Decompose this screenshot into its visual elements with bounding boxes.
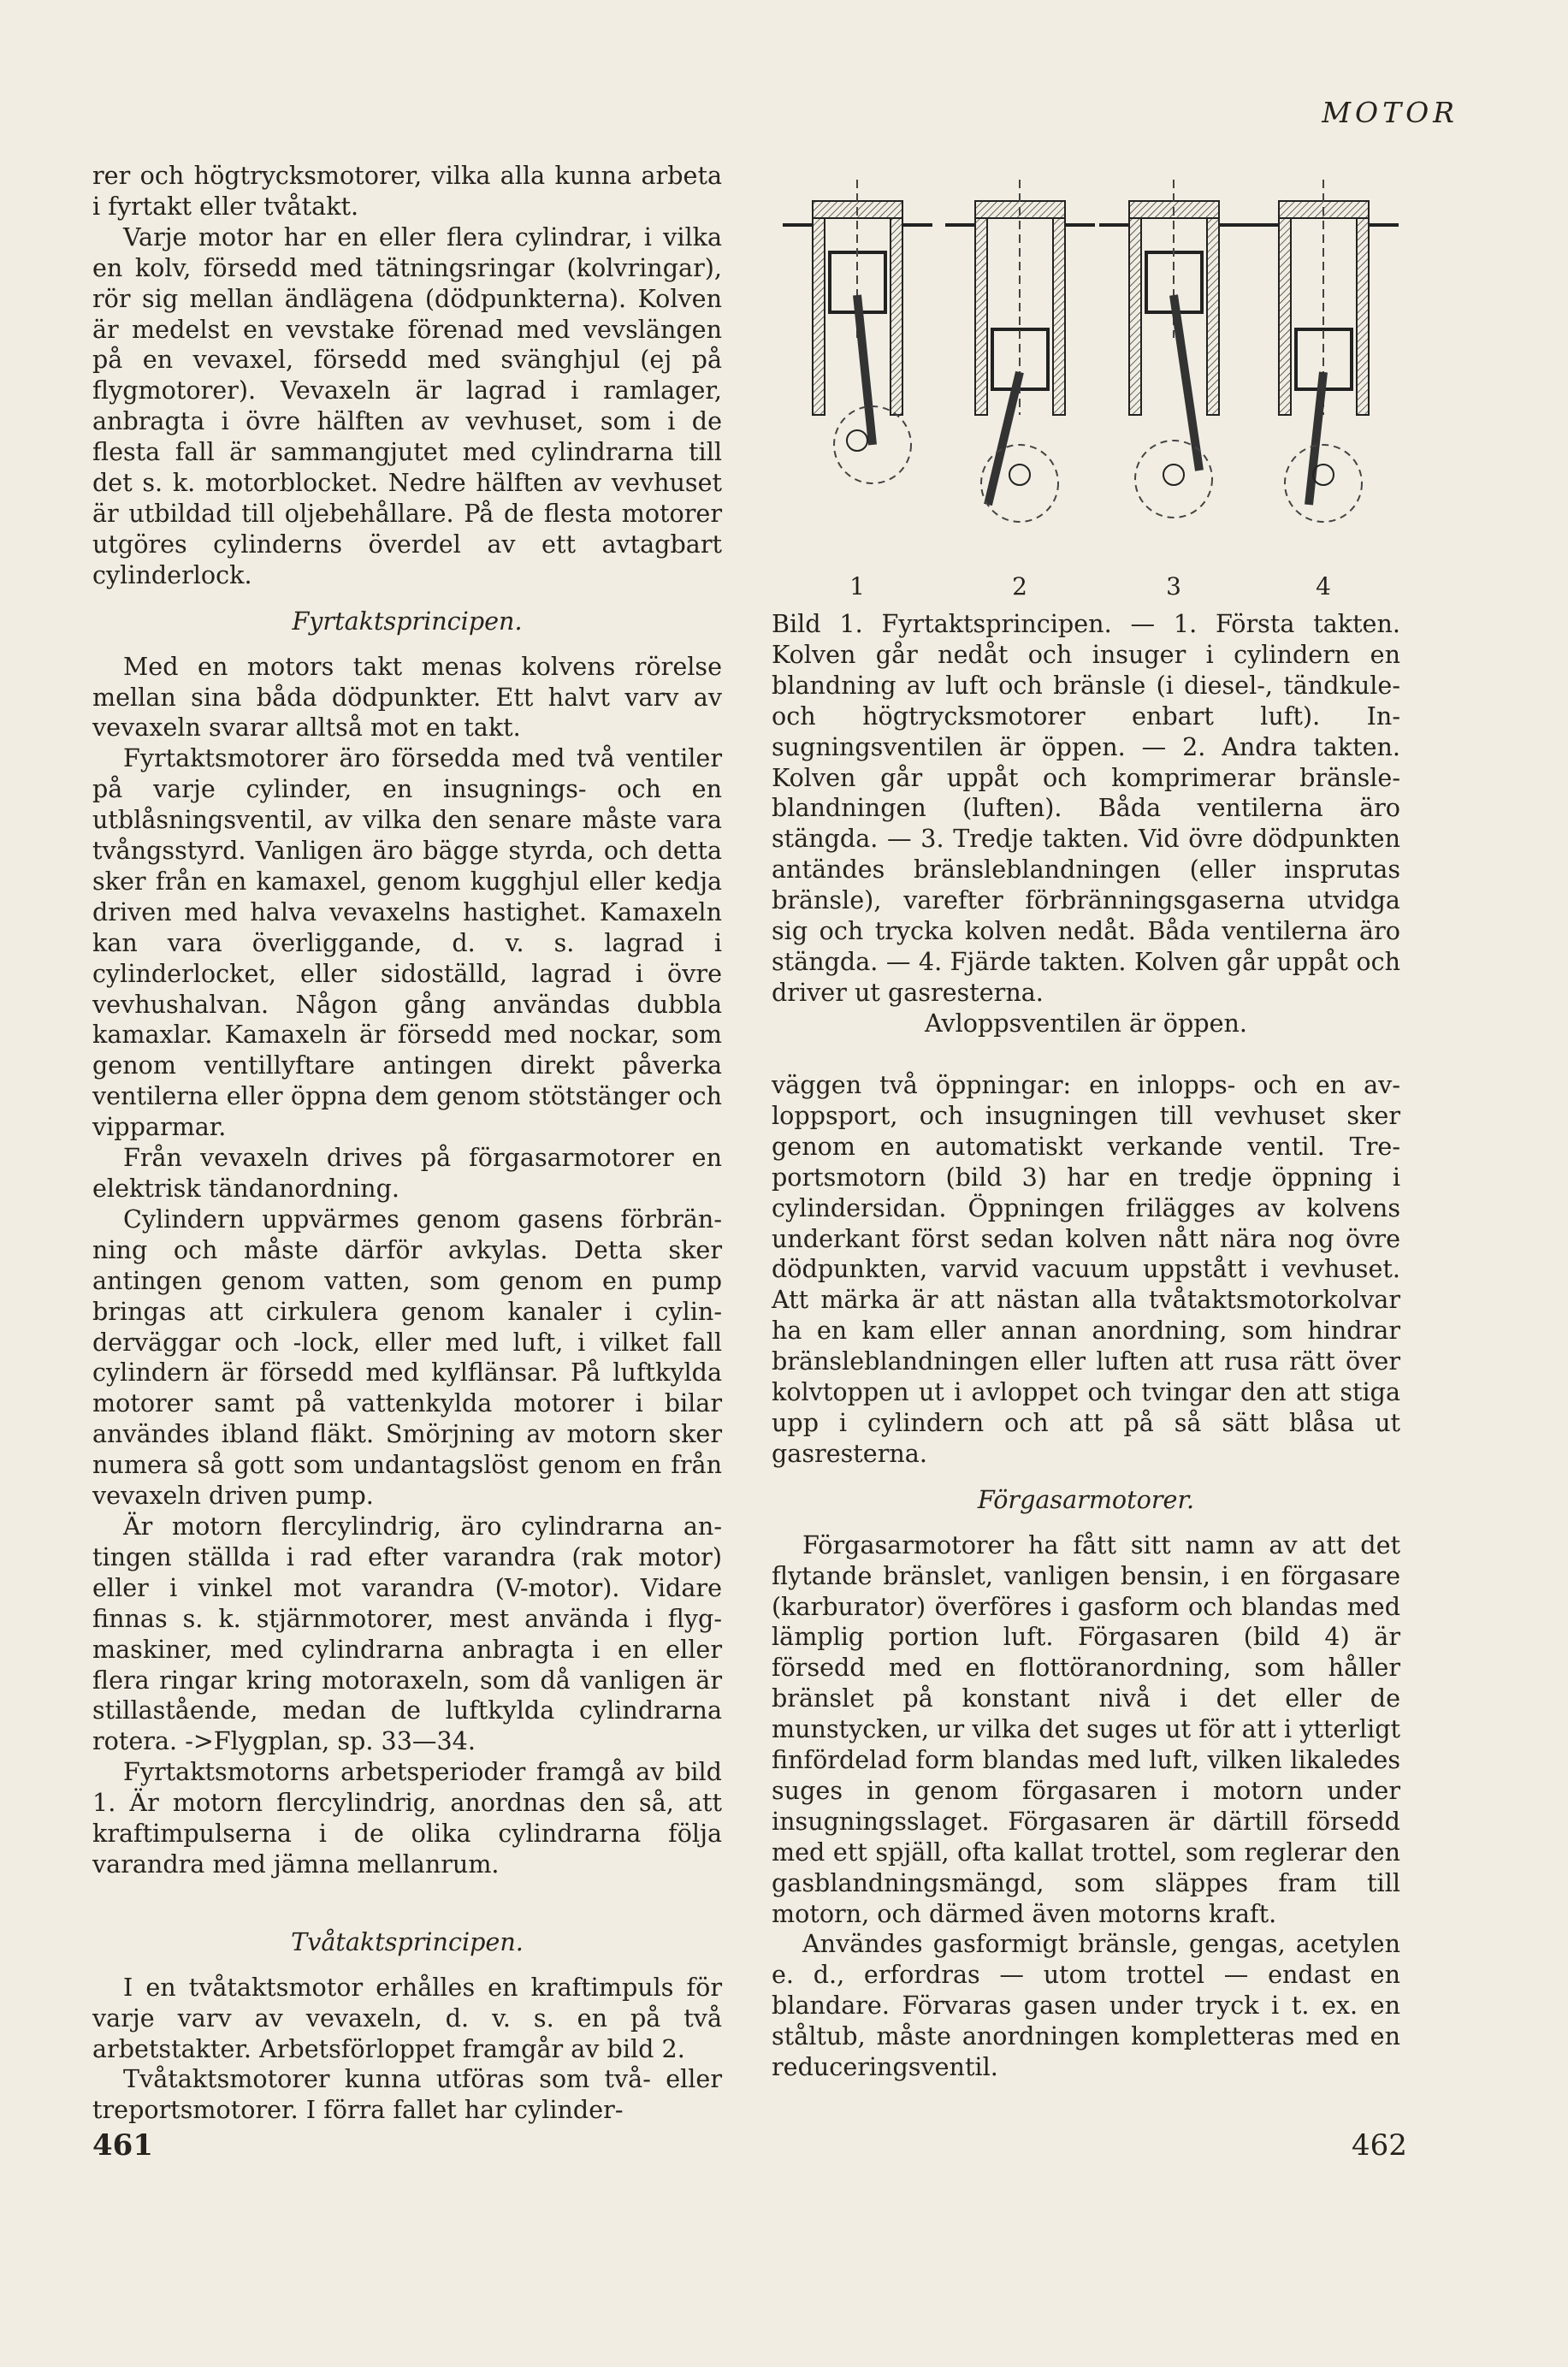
figure-caption <box>772 609 1400 1039</box>
left-column <box>92 161 722 2126</box>
section-heading: Förgasarmotorer. <box>977 1484 1195 1514</box>
paragraph: I en tvåtaktsmotor erhålles en kraftimpuls för varje varv av vevaxeln, d. v. s. en på två arbetstakter. Arbetsförloppet framgår av bild 2. <box>92 1972 722 2063</box>
engine-diagram <box>778 158 1411 620</box>
figure-label-2: 2 <box>1012 572 1027 601</box>
four-stroke-figure <box>778 158 1411 620</box>
cylinder-1-diagram <box>783 180 932 483</box>
paragraph: Fyrtaktsmotorns arbetsperioder framgå av bild 1. Är motorn flercylindrig, anordnas den så, att kraftimpulserna i de olika cylindrarna följa varandra med jämna mellanrum. <box>92 1757 722 1879</box>
paragraph: Från vevaxeln drives på förgasarmotorer en elektrisk tändanordning. <box>92 1143 722 1203</box>
paragraph: Förgasarmotorer ha fått sitt namn av att det flytande bränslet, vanligen bensin, i en förgasare (karburator) överföres i gasform och blandas med lämplig portion luft. Förgasaren (bild 4) är försedd med en flottöranordning, som håller bränslet på konstant nivå i det eller de munstycken, ur vilka det suges ut för att i ytterligt finfördelad form blandas med luft, vilken likaledes suges in genom förgasaren i motorn under insugningsslaget. Förgasaren är därtill försedd med ett spjäll, ofta kallat trottel, som reglerar den gasblandningsmängd, som släppes fram till motorn, och därmed även motorns kraft. <box>772 1530 1400 1928</box>
figure-label-4: 4 <box>1316 572 1331 601</box>
caption-text: Bild 1. Fyrtaktsprincipen. — 1. Första takten. Kolven går nedåt och insuger i cylindern en blandning av luft och bränsle (i diesel-, tändkule- och högtrycksmotorer enbart luft). Insugningsventilen är öppen. — 2. Andra takten. Kolven går uppåt och komprimerar bränsleblandningen (luften). Båda ventilerna äro stängda. — 3. Tredje takten. Vid övre dödpunkten antändes bränsleblandningen (eller insprutas bränsle), varefter förbränningsgaserna utvidga sig och trycka kolven nedåt. Båda ventilerna äro stängda. — 4. Fjärde takten. Kolven går uppåt och driver ut gasresterna. <box>772 609 1400 1007</box>
cylinder-2-diagram <box>945 180 1095 522</box>
right-column <box>772 1070 1400 2083</box>
paragraph: väggen två öppningar: en inlopps- och en avloppsport, och insugningen till vevhuset sker genom en automatiskt verkande ventil. Treportsmotorn (bild 3) har en tredje öppning i cylindersidan. Öppningen frilägges av kolvens underkant först sedan kolven nått nära nog övre dödpunkten, varvid vacuum uppstått i vevhuset. Att märka är att nästan alla tvåtaktsmotorkolvar ha en kam eller annan anordning, som hindrar bränsleblandningen eller luften att rusa rätt över kolvtoppen ut i avloppet och tvingar den att stiga upp i cylindern och att på så sätt blåsa ut gasresterna. <box>772 1070 1400 1468</box>
paragraph: Är motorn flercylindrig, äro cylindrarna antingen ställda i rad efter varandra (rak motor) eller i vinkel mot varandra (V-motor). Vidare finnas s. k. stjärnmotorer, mest använda i flygmaskiner, med cylindrarna anbragta i en eller flera ringar kring motoraxeln, som då vanligen är stillastående, medan de luftkylda cylindrarna rotera. ->Flygplan, sp. 33—34. <box>92 1511 722 1756</box>
section-heading: Fyrtaktsprincipen. <box>292 606 523 636</box>
paragraph: rer och högtrycksmotorer, vilka alla kunna arbeta i fyrtakt eller tvåtakt. <box>92 161 722 221</box>
paragraph: Fyrtaktsmotorer äro försedda med två ventiler på varje cylinder, en insugnings- och en utblåsningsventil, av vilka den senare måste vara tvångsstyrd. Vanligen äro bägge styrda, och detta sker från en kamaxel, genom kugghjul eller kedja driven med halva vevaxelns hastighet. Kamaxeln kan vara överliggande, d. v. s. lagrad i cylinderlocket, eller sidoställd, lagrad i övre vevhushalvan. Någon gång användas dubbla kamaxlar. Kamaxeln är försedd med nockar, som genom ventillyftare antingen direkt påverka ventilerna eller öppna dem genom stötstänger och vipparmar. <box>92 743 722 1142</box>
figure-label-3: 3 <box>1166 572 1181 601</box>
cylinder-3-diagram <box>1099 180 1249 518</box>
paragraph: Med en motors takt menas kolvens rörelse mellan sina båda dödpunkter. Ett halvt varv av vevaxeln svarar alltså mot en takt. <box>92 651 722 743</box>
paragraph: Användes gasformigt bränsle, gengas, acetylen e. d., erfordras — utom trottel — endast en blandare. Förvaras gasen under tryck i t. ex. en ståltub, måste anordningen kompletteras med en reduceringsventil. <box>772 1929 1400 2082</box>
page-number-left: 461 <box>92 2128 153 2163</box>
running-header: MOTOR <box>1322 96 1459 129</box>
paragraph: Varje motor har en eller flera cylindrar, i vilka en kolv, försedd med tätningsringar (kolvringar), rör sig mellan ändlägena (dödpunkterna). Kolven är medelst en vevstake förenad med vevslängen på en vevaxel, försedd med svänghjul (ej på flygmotorer). Vevaxeln är lagrad i ramlager, anbragta i övre hälften av vevhuset, som i de flesta fall är sammangjutet med cylindrarna till det s. k. motorblocket. Nedre hälften av vevhuset är utbildad till oljebehållare. På de flesta motorer utgöres cylinderns överdel av ett avtagbart cylinderlock. <box>92 222 722 589</box>
caption-text-end: Avloppsventilen är öppen. <box>924 1008 1248 1038</box>
page-number-right: 462 <box>1352 2128 1407 2163</box>
paragraph: Tvåtaktsmotorer kunna utföras som två- eller treportsmotorer. I förra fallet har cylinder- <box>92 2064 722 2125</box>
section-heading: Tvåtaktsprincipen. <box>291 1926 524 1956</box>
figure-label-1: 1 <box>849 572 865 601</box>
paragraph: Cylindern uppvärmes genom gasens förbränning och måste därför avkylas. Detta sker antingen genom vatten, som genom en pump bringas att cirkulera genom kanaler i cylinderväggar och -lock, eller med luft, i vilket fall cylindern är försedd med kylflänsar. På luftkylda motorer samt på vattenkylda motorer i bilar användes ibland fläkt. Smörjning av motorn sker numera så gott som undantagslöst genom en från vevaxeln driven pump. <box>92 1204 722 1511</box>
cylinder-4-diagram <box>1249 180 1399 522</box>
